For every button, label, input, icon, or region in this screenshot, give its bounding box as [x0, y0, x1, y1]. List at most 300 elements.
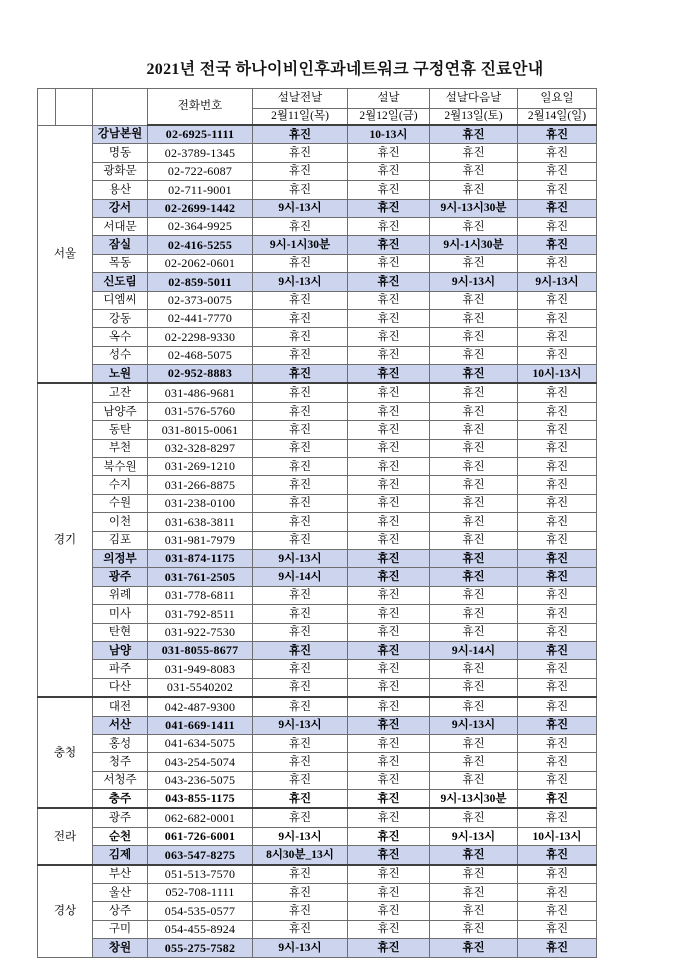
- table-row: [38, 346, 597, 364]
- phone-number-cell: 043-236-5075: [148, 771, 253, 789]
- page-title: 2021년 전국 하나이비인후과네트워크 구정연휴 진료안내: [146, 61, 544, 78]
- schedule-cell: 10시-13시: [518, 827, 597, 845]
- col-header-day-before: 설날전날: [253, 89, 348, 109]
- table-row: [38, 254, 597, 272]
- branch-name-cell: 김제: [93, 846, 148, 865]
- schedule-cell: 휴진: [348, 273, 430, 291]
- branch-name-cell: 강남본원: [93, 125, 148, 144]
- schedule-cell: 휴진: [518, 328, 597, 346]
- schedule-cell: 휴진: [518, 716, 597, 734]
- branch-name-cell: 동탄: [93, 421, 148, 439]
- phone-number-cell: 054-455-8924: [148, 920, 253, 938]
- schedule-cell: 휴진: [430, 808, 518, 827]
- schedule-cell: 9시-13시30분: [430, 199, 518, 217]
- schedule-cell: 휴진: [253, 383, 348, 402]
- schedule-cell: 휴진: [253, 734, 348, 752]
- schedule-cell: 휴진: [430, 678, 518, 697]
- table-header: [38, 89, 597, 126]
- branch-name-cell: 홍성: [93, 734, 148, 752]
- schedule-cell: 휴진: [430, 328, 518, 346]
- schedule-cell: 9시-1시30분: [253, 236, 348, 254]
- branch-name-cell: 명동: [93, 144, 148, 162]
- schedule-cell: 휴진: [253, 884, 348, 902]
- header-branch-cell: [93, 89, 148, 126]
- schedule-cell: 휴진: [253, 513, 348, 531]
- schedule-cell: 9시-1시30분: [430, 236, 518, 254]
- branch-name-cell: 강서: [93, 199, 148, 217]
- schedule-cell: 휴진: [430, 346, 518, 364]
- branch-name-cell: 디엠씨: [93, 291, 148, 309]
- schedule-cell: 휴진: [348, 678, 430, 697]
- region-label: 서울: [38, 125, 93, 383]
- branch-name-cell: 청주: [93, 753, 148, 771]
- schedule-cell: 휴진: [518, 217, 597, 235]
- schedule-cell: 휴진: [518, 402, 597, 420]
- table-row: [38, 846, 597, 865]
- schedule-cell: 휴진: [430, 181, 518, 199]
- table-row: [38, 476, 597, 494]
- table-row: [38, 865, 597, 884]
- schedule-cell: 휴진: [348, 346, 430, 364]
- col-header-sunday: 일요일: [518, 89, 597, 109]
- schedule-cell: 휴진: [518, 808, 597, 827]
- schedule-cell: 휴진: [518, 254, 597, 272]
- schedule-cell: 휴진: [253, 790, 348, 809]
- schedule-cell: 휴진: [348, 494, 430, 512]
- branch-name-cell: 강동: [93, 309, 148, 327]
- schedule-cell: 휴진: [348, 199, 430, 217]
- table-row: [38, 734, 597, 752]
- schedule-cell: 휴진: [348, 641, 430, 659]
- branch-name-cell: 충주: [93, 790, 148, 809]
- header-row-top: [38, 89, 597, 109]
- table-row: [38, 513, 597, 531]
- phone-number-cell: 041-669-1411: [148, 716, 253, 734]
- schedule-cell: 휴진: [430, 402, 518, 420]
- date-header-feb13: 2월13일(토): [430, 109, 518, 126]
- schedule-cell: 9시-13시: [430, 827, 518, 845]
- date-header-feb12: 2월12일(금): [348, 109, 430, 126]
- table-row: [38, 531, 597, 549]
- schedule-cell: 휴진: [430, 697, 518, 716]
- schedule-cell: 9시-13시: [253, 273, 348, 291]
- branch-name-cell: 성수: [93, 346, 148, 364]
- schedule-cell: 휴진: [518, 513, 597, 531]
- table-row: [38, 421, 597, 439]
- schedule-cell: 휴진: [348, 181, 430, 199]
- schedule-cell: 휴진: [430, 513, 518, 531]
- phone-number-cell: 031-5540202: [148, 678, 253, 697]
- schedule-cell: 휴진: [253, 605, 348, 623]
- phone-number-cell: 02-2699-1442: [148, 199, 253, 217]
- phone-number-cell: 031-269-1210: [148, 458, 253, 476]
- schedule-cell: 휴진: [348, 586, 430, 604]
- schedule-cell: 휴진: [348, 402, 430, 420]
- schedule-cell: 9시-14시: [253, 568, 348, 586]
- table-row: [38, 217, 597, 235]
- branch-name-cell: 수지: [93, 476, 148, 494]
- schedule-cell: 휴진: [518, 939, 597, 957]
- phone-number-cell: 031-792-8511: [148, 605, 253, 623]
- schedule-cell: 휴진: [348, 827, 430, 845]
- schedule-cell: 휴진: [253, 421, 348, 439]
- phone-number-cell: 031-576-5760: [148, 402, 253, 420]
- table-row: [38, 568, 597, 586]
- schedule-cell: 휴진: [253, 753, 348, 771]
- phone-number-cell: 042-487-9300: [148, 697, 253, 716]
- phone-number-cell: 02-722-6087: [148, 162, 253, 180]
- header-spacer-cell: [38, 89, 56, 126]
- schedule-cell: 휴진: [518, 531, 597, 549]
- branch-name-cell: 파주: [93, 660, 148, 678]
- table-row: [38, 678, 597, 697]
- schedule-cell: 9시-13시: [253, 827, 348, 845]
- schedule-cell: 휴진: [253, 458, 348, 476]
- schedule-cell: 휴진: [253, 641, 348, 659]
- schedule-cell: 휴진: [253, 531, 348, 549]
- schedule-cell: 휴진: [430, 291, 518, 309]
- table-row: [38, 605, 597, 623]
- schedule-cell: 휴진: [430, 734, 518, 752]
- schedule-cell: 휴진: [518, 771, 597, 789]
- branch-name-cell: 의정부: [93, 549, 148, 567]
- branch-name-cell: 노원: [93, 365, 148, 384]
- schedule-cell: 휴진: [348, 808, 430, 827]
- table-row: [38, 697, 597, 716]
- schedule-cell: 9시-13시: [253, 199, 348, 217]
- schedule-cell: 8시30분_13시: [253, 846, 348, 865]
- region-label: 충청: [38, 697, 93, 808]
- table-row: [38, 199, 597, 217]
- phone-number-cell: 031-922-7530: [148, 623, 253, 641]
- table-row: [38, 753, 597, 771]
- branch-name-cell: 김포: [93, 531, 148, 549]
- schedule-cell: 휴진: [253, 476, 348, 494]
- schedule-cell: 휴진: [253, 365, 348, 384]
- table-row: [38, 939, 597, 957]
- schedule-cell: 휴진: [348, 623, 430, 641]
- schedule-cell: 9시-13시: [430, 273, 518, 291]
- branch-name-cell: 부천: [93, 439, 148, 457]
- schedule-cell: 휴진: [518, 623, 597, 641]
- schedule-cell: 휴진: [518, 383, 597, 402]
- schedule-cell: 휴진: [430, 568, 518, 586]
- holiday-hours-table: [37, 88, 597, 958]
- schedule-cell: 휴진: [253, 144, 348, 162]
- schedule-cell: 휴진: [253, 494, 348, 512]
- phone-number-cell: 051-513-7570: [148, 865, 253, 884]
- branch-name-cell: 구미: [93, 920, 148, 938]
- phone-number-cell: 043-855-1175: [148, 790, 253, 809]
- branch-name-cell: 탄현: [93, 623, 148, 641]
- schedule-cell: 휴진: [430, 549, 518, 567]
- table-row: [38, 439, 597, 457]
- table-row: [38, 586, 597, 604]
- schedule-cell: 휴진: [518, 181, 597, 199]
- schedule-cell: 10시-13시: [518, 365, 597, 384]
- schedule-cell: 휴진: [518, 291, 597, 309]
- schedule-cell: 휴진: [348, 605, 430, 623]
- schedule-cell: 휴진: [348, 865, 430, 884]
- schedule-cell: 휴진: [518, 439, 597, 457]
- schedule-cell: 휴진: [430, 660, 518, 678]
- phone-number-cell: 02-6925-1111: [148, 125, 253, 144]
- schedule-cell: 휴진: [518, 734, 597, 752]
- schedule-cell: 휴진: [348, 162, 430, 180]
- schedule-cell: 휴진: [430, 902, 518, 920]
- table-row: [38, 236, 597, 254]
- branch-name-cell: 남양주: [93, 402, 148, 420]
- schedule-cell: 휴진: [518, 753, 597, 771]
- schedule-cell: 휴진: [253, 902, 348, 920]
- schedule-cell: 휴진: [253, 125, 348, 144]
- schedule-cell: 휴진: [430, 846, 518, 865]
- branch-name-cell: 용산: [93, 181, 148, 199]
- schedule-cell: 휴진: [518, 586, 597, 604]
- schedule-cell: 10-13시: [348, 125, 430, 144]
- schedule-cell: 휴진: [348, 790, 430, 809]
- branch-name-cell: 순천: [93, 827, 148, 845]
- branch-name-cell: 북수원: [93, 458, 148, 476]
- region-label: 경기: [38, 383, 93, 697]
- schedule-cell: 9시-13시: [430, 716, 518, 734]
- phone-number-cell: 031-638-3811: [148, 513, 253, 531]
- schedule-cell: 휴진: [348, 902, 430, 920]
- table-row: [38, 181, 597, 199]
- table-row: [38, 328, 597, 346]
- schedule-cell: 휴진: [430, 920, 518, 938]
- schedule-cell: 휴진: [518, 309, 597, 327]
- phone-number-cell: 031-8015-0061: [148, 421, 253, 439]
- schedule-cell: 휴진: [518, 199, 597, 217]
- schedule-cell: 휴진: [430, 383, 518, 402]
- table-row: [38, 641, 597, 659]
- phone-number-cell: 032-328-8297: [148, 439, 253, 457]
- schedule-cell: 휴진: [518, 641, 597, 659]
- schedule-cell: 휴진: [430, 494, 518, 512]
- table-row: [38, 402, 597, 420]
- branch-name-cell: 창원: [93, 939, 148, 957]
- schedule-cell: 휴진: [430, 421, 518, 439]
- branch-name-cell: 광화문: [93, 162, 148, 180]
- table-row: [38, 884, 597, 902]
- schedule-cell: 휴진: [253, 660, 348, 678]
- phone-number-cell: 055-275-7582: [148, 939, 253, 957]
- schedule-cell: 휴진: [518, 568, 597, 586]
- schedule-cell: 휴진: [430, 586, 518, 604]
- schedule-cell: 9시-13시: [518, 273, 597, 291]
- schedule-cell: 휴진: [518, 678, 597, 697]
- schedule-cell: 휴진: [430, 309, 518, 327]
- table-row: [38, 309, 597, 327]
- schedule-cell: 휴진: [430, 605, 518, 623]
- date-header-feb11: 2월11일(목): [253, 109, 348, 126]
- schedule-cell: 휴진: [253, 291, 348, 309]
- schedule-cell: 휴진: [348, 439, 430, 457]
- schedule-cell: 휴진: [253, 162, 348, 180]
- phone-number-cell: 02-416-5255: [148, 236, 253, 254]
- phone-number-cell: 062-682-0001: [148, 808, 253, 827]
- schedule-cell: 휴진: [253, 678, 348, 697]
- schedule-cell: 휴진: [430, 884, 518, 902]
- schedule-cell: 휴진: [348, 383, 430, 402]
- schedule-cell: 휴진: [348, 531, 430, 549]
- phone-number-cell: 031-778-6811: [148, 586, 253, 604]
- phone-number-cell: 054-535-0577: [148, 902, 253, 920]
- schedule-cell: 휴진: [348, 513, 430, 531]
- table-body: [38, 125, 597, 957]
- schedule-cell: 휴진: [430, 753, 518, 771]
- schedule-cell: 9시-13시: [253, 939, 348, 957]
- schedule-cell: 휴진: [430, 125, 518, 144]
- schedule-cell: 휴진: [253, 309, 348, 327]
- schedule-cell: 휴진: [430, 531, 518, 549]
- schedule-cell: 휴진: [430, 254, 518, 272]
- schedule-cell: 휴진: [430, 865, 518, 884]
- schedule-cell: 휴진: [348, 144, 430, 162]
- schedule-cell: 휴진: [348, 771, 430, 789]
- schedule-cell: 휴진: [518, 494, 597, 512]
- table-row: [38, 291, 597, 309]
- schedule-cell: 휴진: [348, 568, 430, 586]
- branch-name-cell: 잠실: [93, 236, 148, 254]
- schedule-cell: 휴진: [518, 549, 597, 567]
- branch-name-cell: 서산: [93, 716, 148, 734]
- schedule-cell: 휴진: [518, 162, 597, 180]
- schedule-cell: 휴진: [253, 328, 348, 346]
- schedule-cell: 휴진: [430, 162, 518, 180]
- schedule-cell: 휴진: [253, 439, 348, 457]
- schedule-cell: 휴진: [348, 365, 430, 384]
- branch-name-cell: 다산: [93, 678, 148, 697]
- table-row: [38, 494, 597, 512]
- branch-name-cell: 이천: [93, 513, 148, 531]
- schedule-cell: 9시-13시: [253, 716, 348, 734]
- table-row: [38, 920, 597, 938]
- table-row: [38, 365, 597, 384]
- schedule-cell: 휴진: [518, 346, 597, 364]
- region-label: 경상: [38, 865, 93, 957]
- schedule-cell: 휴진: [518, 902, 597, 920]
- schedule-cell: 휴진: [518, 865, 597, 884]
- schedule-cell: 휴진: [253, 865, 348, 884]
- branch-name-cell: 광주: [93, 808, 148, 827]
- phone-number-cell: 052-708-1111: [148, 884, 253, 902]
- schedule-cell: 휴진: [348, 421, 430, 439]
- col-header-seollal: 설날: [348, 89, 430, 109]
- schedule-cell: 휴진: [518, 846, 597, 865]
- region-label: 전라: [38, 808, 93, 864]
- branch-name-cell: 울산: [93, 884, 148, 902]
- table-row: [38, 771, 597, 789]
- schedule-cell: 휴진: [348, 697, 430, 716]
- branch-name-cell: 광주: [93, 568, 148, 586]
- schedule-cell: 휴진: [253, 402, 348, 420]
- table-row: [38, 827, 597, 845]
- schedule-cell: 휴진: [430, 939, 518, 957]
- schedule-cell: 휴진: [348, 846, 430, 865]
- table-row: [38, 144, 597, 162]
- branch-name-cell: 상주: [93, 902, 148, 920]
- schedule-cell: 휴진: [348, 458, 430, 476]
- col-header-phone: 전화번호: [148, 89, 253, 126]
- table-row: [38, 383, 597, 402]
- schedule-cell: 휴진: [348, 716, 430, 734]
- schedule-cell: 휴진: [348, 753, 430, 771]
- schedule-cell: 휴진: [430, 771, 518, 789]
- schedule-cell: 휴진: [518, 125, 597, 144]
- branch-name-cell: 수원: [93, 494, 148, 512]
- table-row: [38, 902, 597, 920]
- schedule-cell: 휴진: [518, 476, 597, 494]
- schedule-cell: 휴진: [348, 328, 430, 346]
- schedule-cell: 휴진: [518, 790, 597, 809]
- schedule-cell: 휴진: [348, 309, 430, 327]
- schedule-cell: 휴진: [348, 660, 430, 678]
- table-row: [38, 623, 597, 641]
- table-row: [38, 125, 597, 144]
- schedule-cell: 휴진: [518, 421, 597, 439]
- schedule-cell: 휴진: [253, 217, 348, 235]
- phone-number-cell: 031-8055-8677: [148, 641, 253, 659]
- branch-name-cell: 서청주: [93, 771, 148, 789]
- phone-number-cell: 031-949-8083: [148, 660, 253, 678]
- schedule-cell: 휴진: [430, 217, 518, 235]
- schedule-cell: 휴진: [253, 586, 348, 604]
- schedule-cell: 휴진: [253, 181, 348, 199]
- schedule-cell: 휴진: [518, 144, 597, 162]
- schedule-cell: 휴진: [348, 291, 430, 309]
- branch-name-cell: 신도림: [93, 273, 148, 291]
- phone-number-cell: 031-874-1175: [148, 549, 253, 567]
- schedule-cell: 휴진: [518, 697, 597, 716]
- table-row: [38, 808, 597, 827]
- phone-number-cell: 02-373-0075: [148, 291, 253, 309]
- schedule-cell: 9시-13시30분: [430, 790, 518, 809]
- phone-number-cell: 041-634-5075: [148, 734, 253, 752]
- phone-number-cell: 02-2062-0601: [148, 254, 253, 272]
- schedule-cell: 휴진: [348, 920, 430, 938]
- branch-name-cell: 대전: [93, 697, 148, 716]
- phone-number-cell: 031-238-0100: [148, 494, 253, 512]
- schedule-cell: 휴진: [253, 697, 348, 716]
- schedule-cell: 9시-14시: [430, 641, 518, 659]
- schedule-cell: 휴진: [430, 623, 518, 641]
- branch-name-cell: 옥수: [93, 328, 148, 346]
- branch-name-cell: 부산: [93, 865, 148, 884]
- phone-number-cell: 061-726-6001: [148, 827, 253, 845]
- phone-number-cell: 031-981-7979: [148, 531, 253, 549]
- schedule-cell: 휴진: [253, 346, 348, 364]
- schedule-cell: 휴진: [348, 734, 430, 752]
- schedule-cell: 휴진: [348, 476, 430, 494]
- schedule-cell: 휴진: [430, 439, 518, 457]
- schedule-cell: 휴진: [348, 236, 430, 254]
- table-row: [38, 716, 597, 734]
- phone-number-cell: 02-952-8883: [148, 365, 253, 384]
- phone-number-cell: 02-468-5075: [148, 346, 253, 364]
- phone-number-cell: 02-859-5011: [148, 273, 253, 291]
- phone-number-cell: 02-711-9001: [148, 181, 253, 199]
- schedule-cell: 휴진: [348, 217, 430, 235]
- schedule-cell: 휴진: [348, 884, 430, 902]
- table-row: [38, 458, 597, 476]
- phone-number-cell: 031-761-2505: [148, 568, 253, 586]
- schedule-cell: 휴진: [430, 144, 518, 162]
- schedule-cell: 휴진: [518, 236, 597, 254]
- header-region-cell: [56, 89, 93, 126]
- branch-name-cell: 목동: [93, 254, 148, 272]
